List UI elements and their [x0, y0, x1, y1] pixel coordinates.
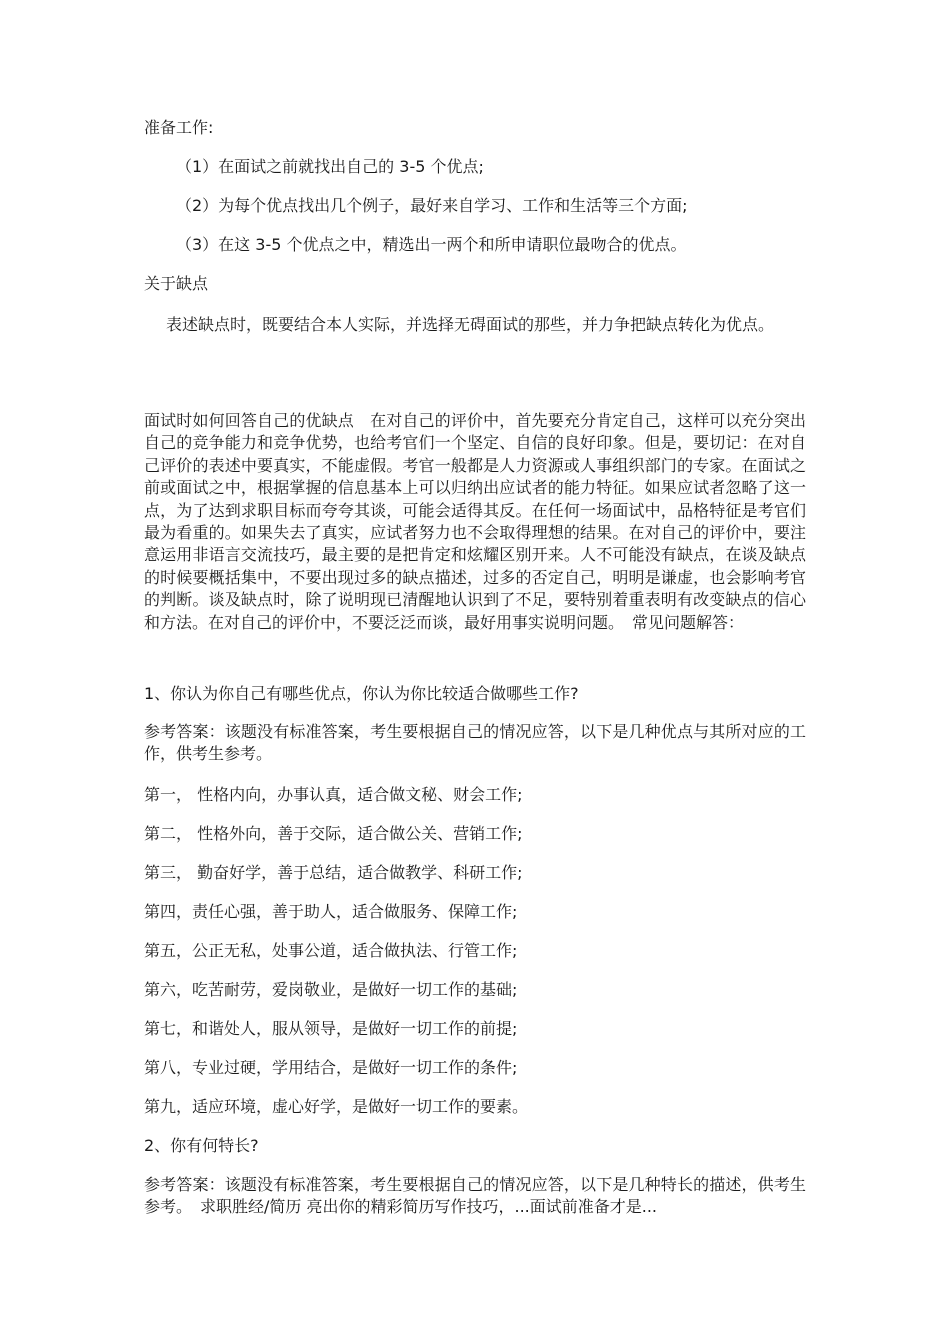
strength-item-4: 第四，责任心强，善于助人，适合做服务、保障工作; — [144, 902, 518, 921]
weakness-paragraph: 表述缺点时，既要结合本人实际，并选择无碍面试的那些，并力争把缺点转化为优点。 — [166, 315, 775, 334]
strength-item-6: 第六，吃苦耐劳，爱岗敬业，是做好一切工作的基础; — [144, 980, 518, 999]
prep-item-2: （2）为每个优点找出几个例子，最好来自学习、工作和生活等三个方面; — [176, 196, 688, 215]
weakness-title: 关于缺点 — [144, 274, 209, 293]
question-1: 1、你认为你自己有哪些优点，你认为你比较适合做哪些工作? — [144, 684, 579, 703]
strength-item-7: 第七，和谐处人，服从领导，是做好一切工作的前提; — [144, 1019, 518, 1038]
prep-item-3: （3）在这 3-5 个优点之中，精选出一两个和所申请职位最吻合的优点。 — [176, 235, 687, 254]
strength-item-9: 第九，适应环境，虚心好学，是做好一切工作的要素。 — [144, 1097, 529, 1116]
intro-paragraph: 面试时如何回答自己的优缺点 在对自己的评价中，首先要充分肯定自己，这样可以充分突出自己的竞争能力和竞争优势，也给考官们一个坚定、自信的良好印象。但是，要切记：在对自己评价的表述中要真实，不能虚假。考官一般都是人力资源或人事组织部门的专家。在面试之前或面试之中，根据掌握的信息基本上可以归纳出应试者的能力特征。如果应试者忽略了这一点，为了达到求职目标而夸夸其谈，可能会适得其反。在任何一场面试中，品格特征是考官们最为看重的。如果失去了真实，应试者努力也不会取得理想的结果。在对自己的评价中，要注意运用非语言交流技巧，最主要的是把肯定和炫耀区别开来。人不可能没有缺点，在谈及缺点的时候要概括集中，不要出现过多的缺点描述，过多的否定自己，明明是谦虚，也会影响考官的判断。谈及缺点时，除了说明现已清醒地认识到了不足，要特别着重表明有改变缺点的信心和方法。在对自己的评价中，不要泛泛而谈，最好用事实说明问题。 常见问题解答： — [144, 411, 806, 632]
answer-2: 参考答案：该题没有标准答案，考生要根据自己的情况应答，以下是几种特长的描述，供考生参考。 求职胜经/简历 亮出你的精彩简历写作技巧，...面试前准备才是... — [144, 1175, 806, 1217]
strength-item-8: 第八，专业过硬，学用结合，是做好一切工作的条件; — [144, 1058, 518, 1077]
question-2: 2、你有何特长? — [144, 1136, 259, 1155]
prep-item-1: （1）在面试之前就找出自己的 3-5 个优点; — [176, 157, 484, 176]
strength-item-1: 第一， 性格内向，办事认真，适合做文秘、财会工作; — [144, 785, 523, 804]
prep-title: 准备工作: — [144, 118, 214, 137]
strength-item-2: 第二， 性格外向，善于交际，适合做公关、营销工作; — [144, 824, 523, 843]
strength-item-5: 第五，公正无私，处事公道，适合做执法、行管工作; — [144, 941, 518, 960]
strength-item-3: 第三， 勤奋好学，善于总结，适合做教学、科研工作; — [144, 863, 523, 882]
answer-1: 参考答案：该题没有标准答案，考生要根据自己的情况应答，以下是几种优点与其所对应的工作，供考生参考。 — [144, 722, 806, 764]
